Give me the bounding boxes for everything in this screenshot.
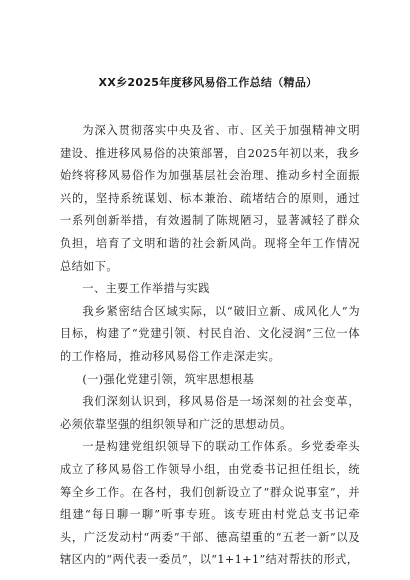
- document-title: XX乡2025年度移风易俗工作总结（精品）: [98, 76, 318, 89]
- section-heading-1: 一、主要工作举措与实践: [82, 282, 210, 296]
- intro-paragraph: 为深入贯彻落实中央及省、市、区关于加强精神文明建设、推进移风易俗的决策部署，自2025年初以来，我乡始终将移风易俗作为加强基层社会治理、推动乡村全面振兴的，坚持系统谋划、标本兼治、疏堵结合的原则，通过一系列创新举措，有效遏制了陈规陋习，显著减轻了群众负担，培育了文明和谐的社会新风尚。现将全年工作情况总结如下。: [60, 124, 360, 273]
- section-1-paragraph: 我乡紧密结合区域实际，以“破旧立新、成风化人”为目标，构建了“党建引领、村民自治、文化浸润”三位一体的工作格局，推动移风易俗工作走深走实。: [60, 304, 360, 363]
- subsection-1-paragraph-1: 我们深刻认识到，移风易俗是一场深刻的社会变革，必须依靠坚强的组织领导和广泛的思想动员。: [60, 395, 360, 431]
- subsection-heading-1: (一)强化党建引领，筑牢思想根基: [82, 372, 255, 386]
- subsection-1-paragraph-2: 一是构建党组织领导下的联动工作体系。乡党委牵头成立了移风易俗工作领导小组，由党委书记担任组长，统筹全乡工作。在各村，我们创新设立了“群众说事室”，并组建“每日聊一聊”听事专班。该专班由村党总支书记牵头，广泛发动村“两委”干部、德高望重的“五老一新”以及辖区内的“两代表一委员”，以“1+1+1”结对帮扶的形式，: [60, 440, 360, 567]
